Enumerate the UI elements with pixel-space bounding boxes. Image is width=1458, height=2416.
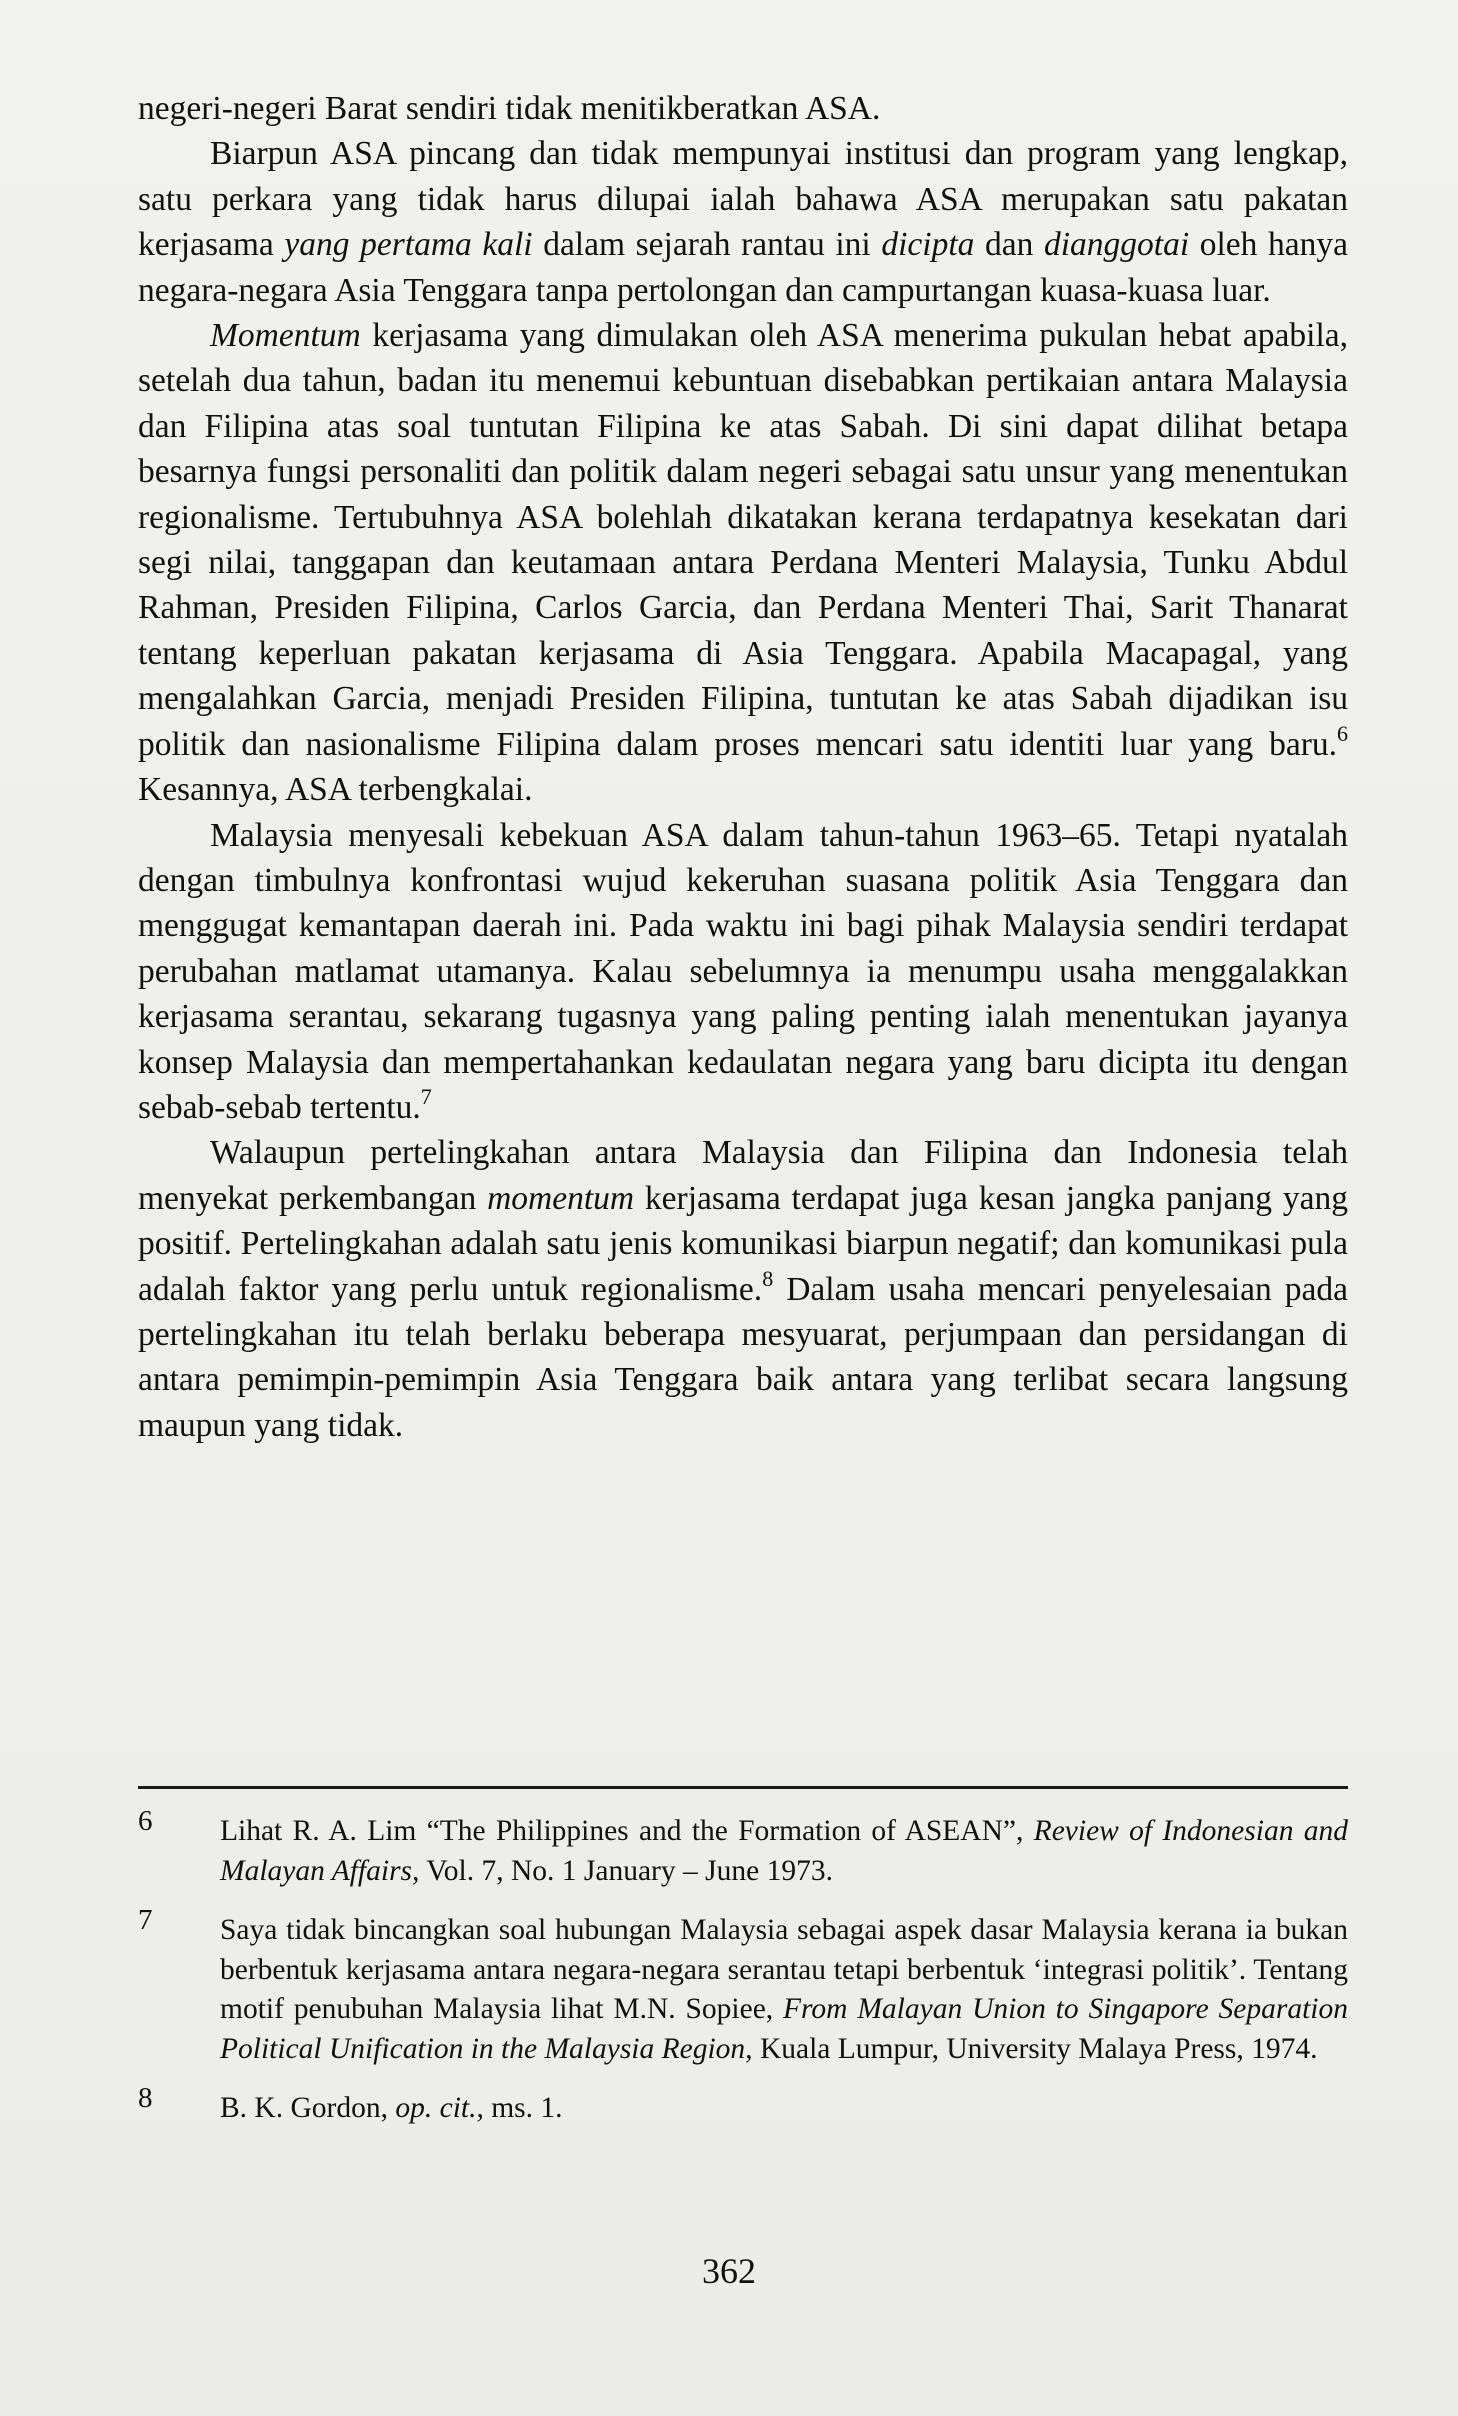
italic-text: op. cit., [395, 2092, 484, 2124]
italic-text: dicipta [881, 226, 975, 264]
text-run: Vol. 7, No. 1 January – June 1973. [419, 1854, 833, 1887]
footnote [138, 1805, 1348, 1891]
footnotes [138, 1805, 1348, 2149]
text-run: Saya tidak bincangkan soal hubungan Malaysia sebagai aspek dasar Malaysia kerana ia bukan berbentuk kerjasama antara negara-negara serantau tetapi berbentuk ‘integrasi politik’. Tentang motif penubuhan Malaysia lihat M.N. Sopiee, [220, 1914, 1348, 2025]
text-run: kerjasama terdapat juga kesan jangka panjang yang positif. Pertelingkahan adalah satu jenis komunikasi biarpun negatif; dan komunikasi pula adalah faktor yang perlu untuk regionalisme. [138, 1179, 1348, 1308]
footnote-number: 7 [138, 1904, 153, 1936]
italic-text: momentum [487, 1179, 635, 1217]
text-run: ms. 1. [483, 2092, 563, 2124]
footnote-divider [138, 1786, 1348, 1789]
italic-text: From Malayan Union to Singapore Separation Political Unification in the Malaysia Region, [220, 1993, 1348, 2065]
text-run: oleh hanya negara-negara Asia Tenggara tanpa pertolongan dan campurtangan kuasa-kuasa luar. [138, 226, 1348, 309]
text-run: Malaysia menyesali kebekuan ASA dalam tahun-tahun 1963–65. Tetapi nyatalah dengan timbulnya konfrontasi wujud kekeruhan suasana politik Asia Tenggara dan menggugat kemantapan daerah ini. Pada waktu ini bagi pihak Malaysia sendiri terdapat perubahan matlamat utamanya. Kalau sebelumnya ia menumpu usaha menggalakkan kerjasama serantau, sekarang tugasnya yang paling penting ialah menentukan jayanya konsep Malaysia dan mempertahankan kedaulatan negara yang baru dicipta itu dengan sebab-sebab tertentu. [138, 816, 1348, 1126]
footnote-number: 8 [138, 2082, 153, 2114]
text-run: Walaupun pertelingkahan antara Malaysia dan Filipina dan Indonesia telah menyekat perkembangan [138, 1134, 1348, 1217]
paragraph [138, 313, 1348, 812]
text-run: Dalam usaha mencari penyelesaian pada pertelingkahan itu telah berlaku beberapa mesyuarat, perjumpaan dan persidangan di antara pemimpin-pemimpin Asia Tenggara baik antara yang terlibat secara langsung maupun yang tidak. [138, 1270, 1348, 1444]
paragraph [138, 1130, 1348, 1448]
italic-text: Momentum [210, 317, 361, 355]
footnote [138, 2082, 1348, 2129]
text-run: Kesannya, ASA terbengkalai. [138, 771, 533, 809]
footnote-number: 6 [138, 1805, 153, 1837]
text-run: Kuala Lumpur, University Malaya Press, 1974. [752, 2032, 1318, 2065]
text-run: Biarpun ASA pincang dan tidak mempunyai institusi dan program yang lengkap, satu perkara yang tidak harus dilupai ialah bahawa ASA merupakan satu pakatan kerjasama [138, 135, 1348, 264]
paragraph [138, 131, 1348, 313]
paragraph [138, 86, 1348, 131]
text-run: kerjasama yang dimulakan oleh ASA menerima pukulan hebat apabila, setelah dua tahun, badan itu menemui kebuntuan disebabkan pertikaian antara Malaysia dan Filipina atas soal tuntutan Filipina ke atas Sabah. Di sini dapat dilihat betapa besarnya fungsi personaliti dan politik dalam negeri sebagai satu unsur yang menentukan regionalisme. Tertubuhnya ASA bolehlah dikatakan kerana terdapatnya kesekatan dari segi nilai, tanggapan dan keutamaan antara Perdana Menteri Malaysia, Tunku Abdul Rahman, Presiden Filipina, Carlos Garcia, dan Perdana Menteri Thai, Sarit Thanarat tentang keperluan pakatan kerjasama di Asia Tenggara. Apabila Macapagal, yang mengalahkan Garcia, menjadi Presiden Filipina, tuntutan ke atas Sabah dijadikan isu politik dan nasionalisme Filipina dalam proses mencari satu identiti luar yang baru. [138, 317, 1348, 763]
text-run: negeri-negeri Barat sendiri tidak menitikberatkan ASA. [138, 90, 881, 127]
text-run: Lihat R. A. Lim “The Philippines and the Formation of ASEAN”, [220, 1815, 1034, 1847]
text-run: dalam sejarah rantau ini [532, 226, 882, 264]
footnote-reference: 6 [1337, 720, 1348, 746]
text-run: B. K. Gordon, [220, 2092, 396, 2124]
footnote-reference: 7 [420, 1083, 432, 1109]
italic-text: yang pertama kali [284, 226, 533, 264]
body-text [138, 86, 1348, 1448]
footnote [138, 1904, 1348, 2069]
paragraph [138, 813, 1348, 1131]
footnote-reference: 8 [762, 1265, 774, 1291]
page-number: 362 [702, 2251, 756, 2291]
text-run: dan [974, 226, 1044, 264]
italic-text: dianggotai [1043, 226, 1190, 264]
italic-text: Review of Indonesian and Malayan Affairs, [220, 1815, 1348, 1887]
